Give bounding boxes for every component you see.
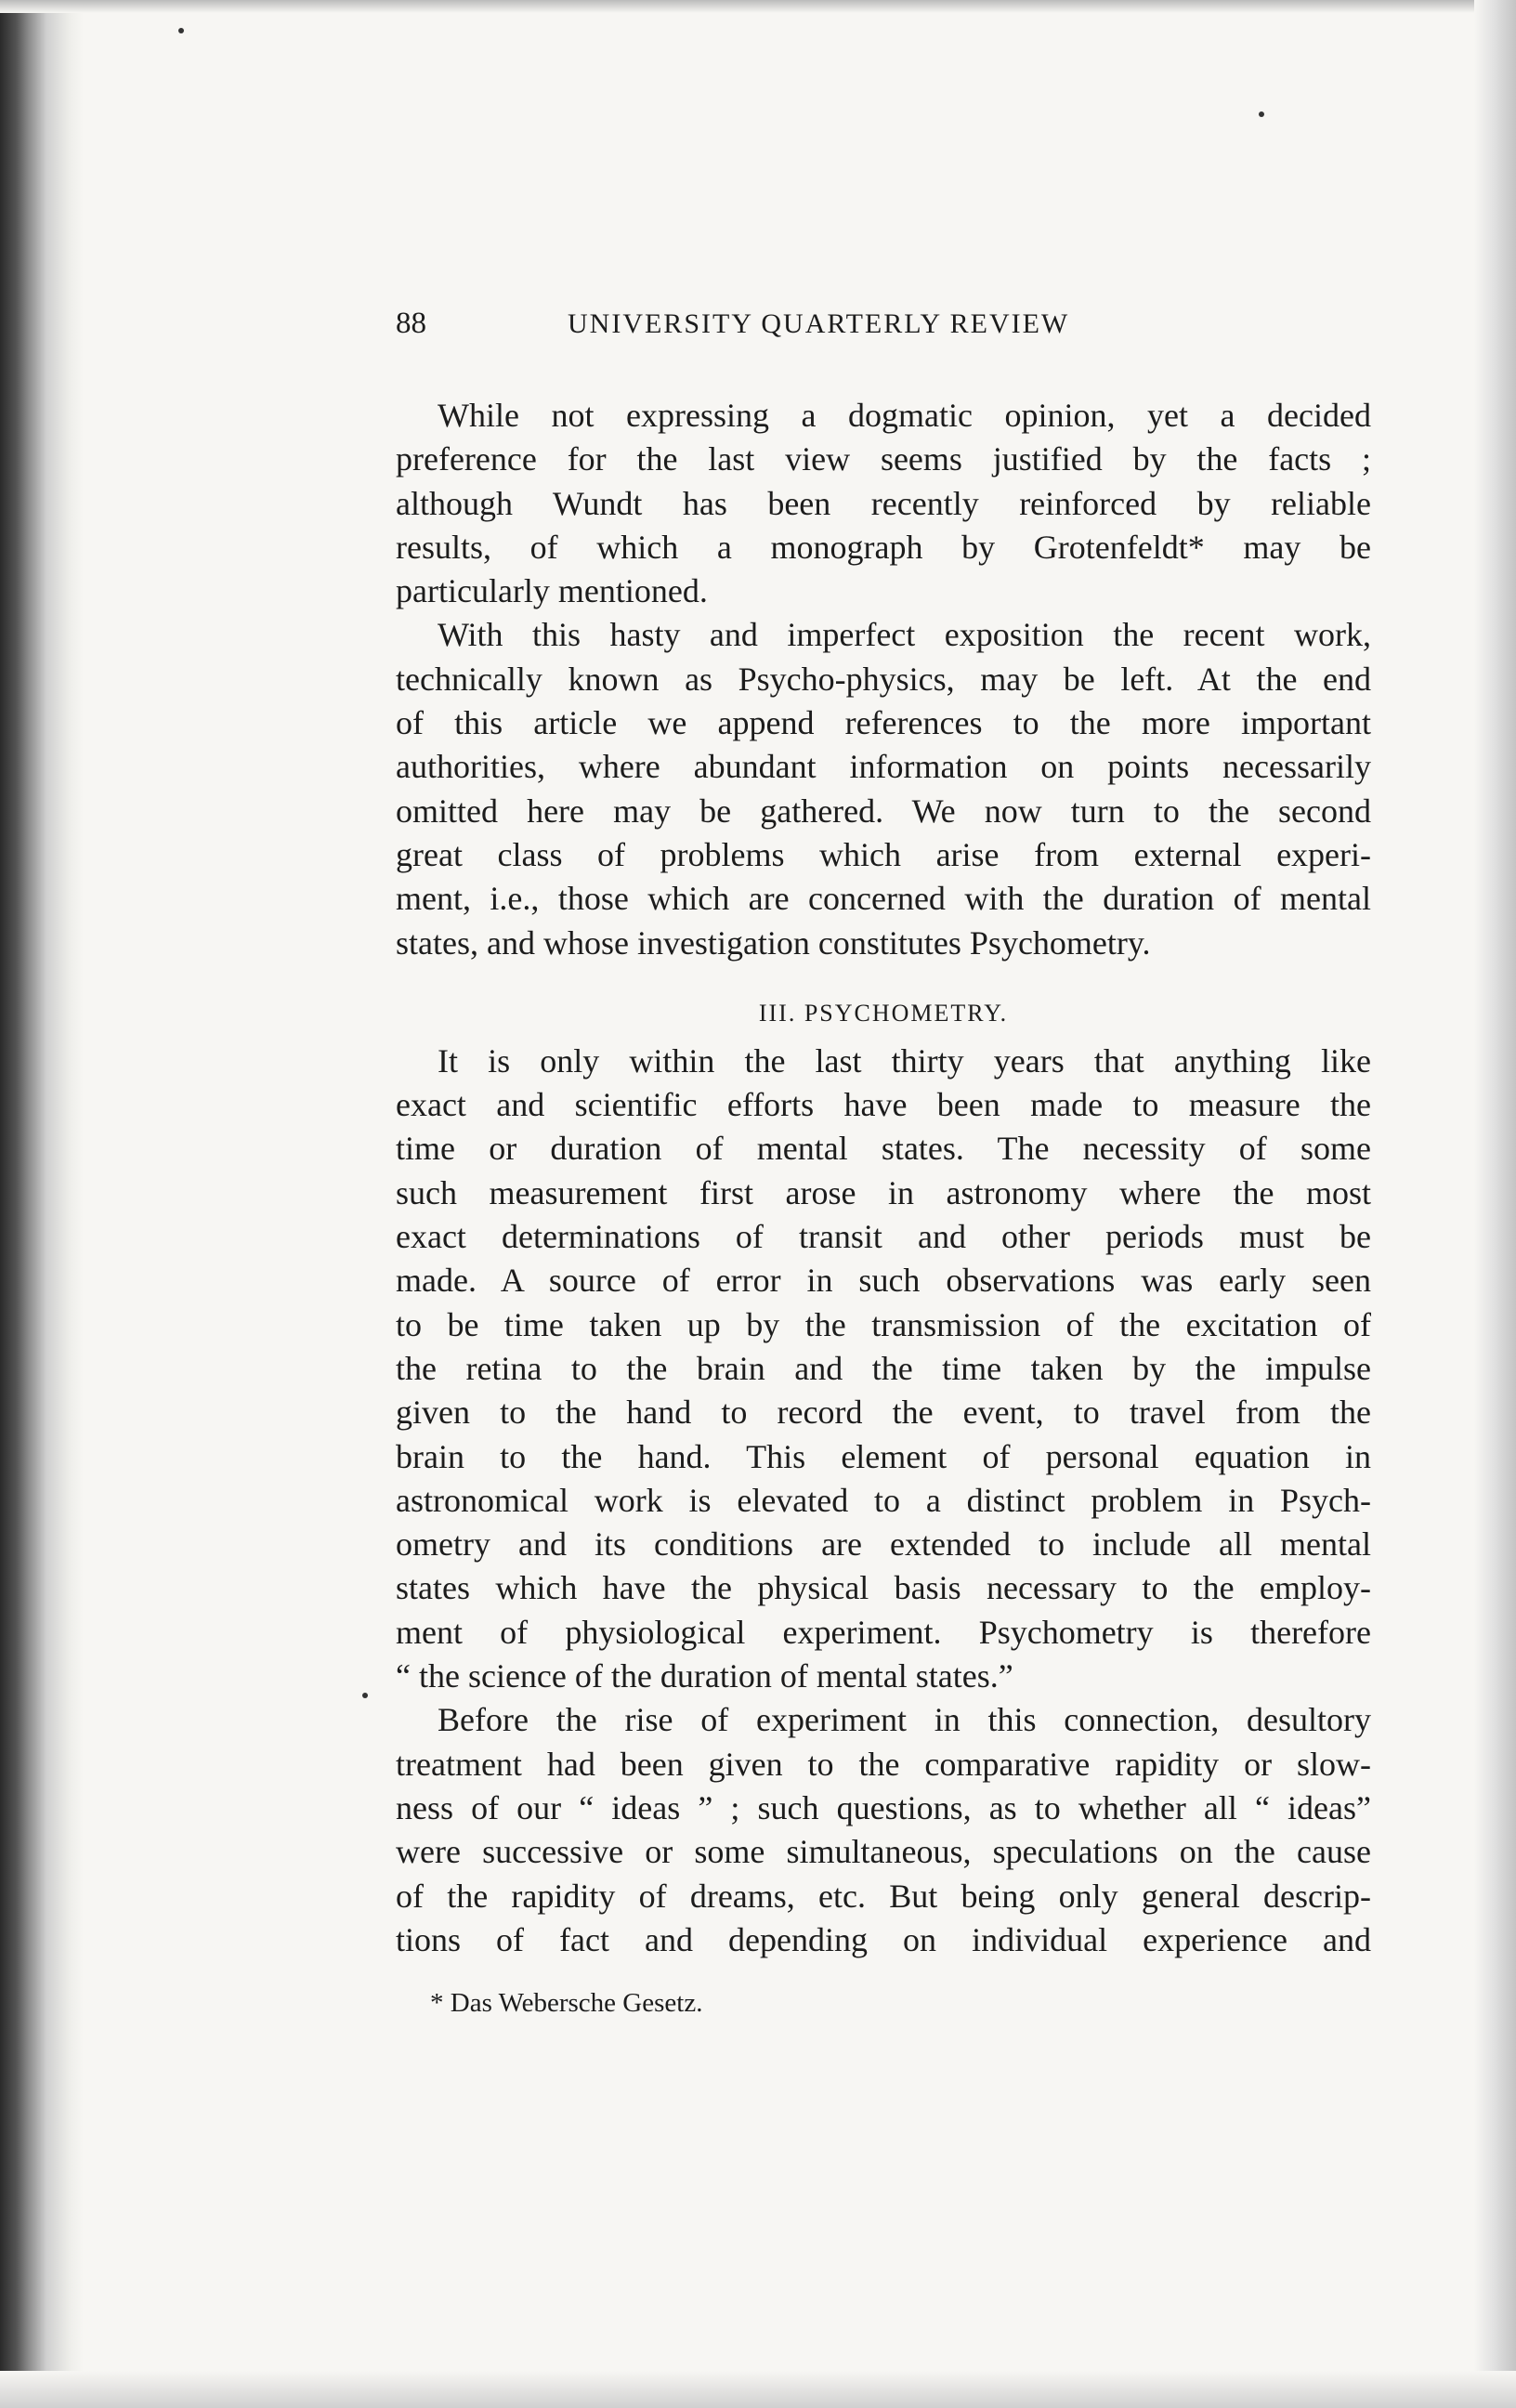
text-line: ometry and its conditions are extended to include all mental (396, 1525, 1371, 1564)
scan-speck (362, 1693, 368, 1698)
text-line: although Wundt has been recently reinforced by reliable (396, 484, 1371, 522)
text-line: the retina to the brain and the time taken by the impulse (396, 1349, 1371, 1387)
text-line: astronomical work is elevated to a distinct problem in Psych- (396, 1481, 1371, 1519)
text-line: great class of problems which arise from external experi- (396, 835, 1371, 873)
text-line: treatment had been given to the comparative rapidity or slow- (396, 1745, 1371, 1783)
text-line: such measurement first arose in astronomy where the most (396, 1173, 1371, 1211)
running-title: UNIVERSITY QUARTERLY REVIEW (568, 308, 1070, 339)
text-line: results, of which a monograph by Grotenfeldt* may be (396, 528, 1371, 566)
text-line: “ the science of the duration of mental states.” (396, 1657, 1013, 1695)
text-line: technically known as Psycho-physics, may be left. At the end (396, 660, 1371, 698)
body-text (396, 394, 1371, 1962)
text-line: It is only within the last thirty years that anything like (438, 1041, 1371, 1080)
text-line: While not expressing a dogmatic opinion, yet a decided (438, 397, 1371, 434)
text-line: of the rapidity of dreams, etc. But being only general descrip- (396, 1877, 1371, 1915)
text-line: states, and whose investigation constitutes Psychometry. (396, 923, 1151, 962)
text-line: preference for the last view seems justified by the facts ; (396, 440, 1371, 478)
paragraph (396, 1698, 1371, 1962)
section-heading: III. PSYCHOMETRY. (758, 999, 1009, 1027)
scan-speck (1259, 111, 1264, 117)
text-line: ment, i.e., those which are concerned with the duration of mental (396, 880, 1371, 918)
text-line: omitted here may be gathered. We now turn to the second (396, 792, 1371, 830)
text-line: time or duration of mental states. The necessity of some (396, 1130, 1371, 1168)
text-line: given to the hand to record the event, to travel from the (396, 1394, 1371, 1432)
paragraph (396, 394, 1371, 613)
text-line: of this article we append references to the more important (396, 704, 1371, 742)
text-line: were successive or some simultaneous, speculations on the cause (396, 1833, 1371, 1871)
text-line: made. A source of error in such observations was early seen (396, 1262, 1371, 1300)
book-binding-edge (0, 0, 84, 2408)
text-line: exact determinations of transit and other periods must be (396, 1218, 1371, 1256)
running-header (396, 307, 1371, 353)
text-line: brain to the hand. This element of personal equation in (396, 1437, 1371, 1475)
text-line: With this hasty and imperfect exposition the recent work, (438, 616, 1371, 654)
text-line: Before the rise of experiment in this connection, desultory (438, 1701, 1371, 1739)
paragraph (396, 613, 1371, 964)
text-line: exact and scientific efforts have been made to measure the (396, 1086, 1371, 1124)
top-edge-shadow (0, 0, 1516, 13)
footnote: * Das Webersche Gesetz. (430, 1988, 703, 2018)
scan-speck (178, 28, 184, 33)
text-line: particularly mentioned. (396, 572, 708, 610)
text-line: authorities, where abundant information on points necessarily (396, 748, 1371, 786)
page-bottom-edge (0, 2371, 1516, 2408)
page-right-edge (1474, 0, 1516, 2408)
text-line: states which have the physical basis necessary to the employ- (396, 1569, 1371, 1607)
text-line: tions of fact and depending on individual experience and (396, 1920, 1371, 1958)
text-line: ment of physiological experiment. Psychometry is therefore (396, 1613, 1371, 1651)
page-number: 88 (396, 307, 426, 340)
paragraph (396, 1040, 1371, 1698)
text-line: ness of our “ ideas ” ; such questions, as to whether all “ ideas” (396, 1788, 1371, 1826)
text-line: to be time taken up by the transmission of the excitation of (396, 1305, 1371, 1343)
